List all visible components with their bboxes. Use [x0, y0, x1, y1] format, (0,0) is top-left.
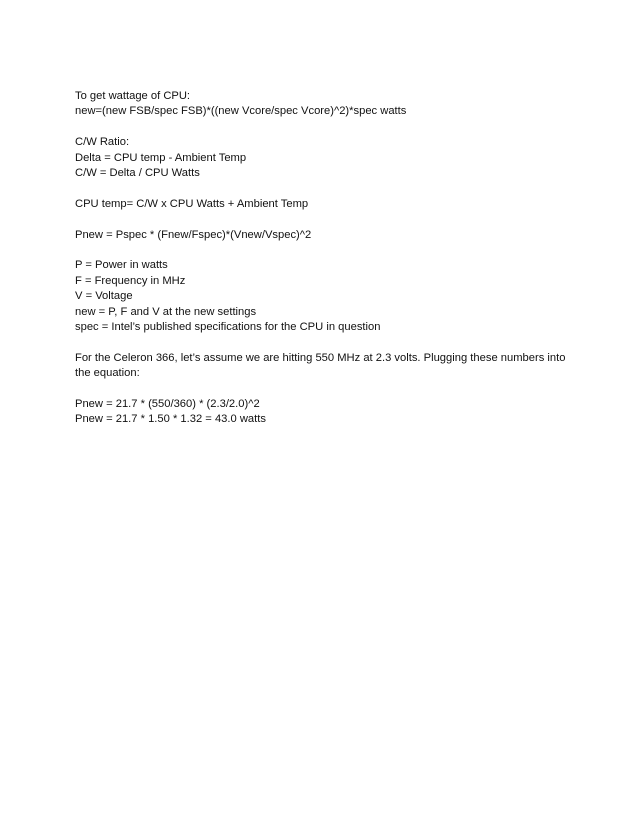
cpu-wattage-formula: new=(new FSB/spec FSB)*((new Vcore/spec Vcore)^2)*spec watts: [75, 105, 407, 118]
cw-formula: C/W = Delta / CPU Watts: [75, 167, 200, 180]
calculation-section: [75, 397, 567, 428]
definition-spec: spec = Intel’s published specifications for the CPU in question: [75, 321, 381, 334]
pnew-formula: Pnew = Pspec * (Fnew/Fspec)*(Vnew/Vspec)^2: [75, 228, 312, 241]
definition-new: new = P, F and V at the new settings: [75, 305, 257, 318]
definition-frequency: F = Frequency in MHz: [75, 274, 186, 287]
delta-formula: Delta = CPU temp - Ambient Temp: [75, 151, 247, 164]
calculation-step-1: Pnew = 21.7 * (550/360) * (2.3/2.0)^2: [75, 398, 260, 411]
cpu-temp-section: [75, 197, 567, 212]
document-body: [75, 89, 567, 443]
cpu-wattage-heading: To get wattage of CPU:: [75, 90, 191, 102]
definition-power: P = Power in watts: [75, 259, 168, 272]
cpu-wattage-section: [75, 89, 567, 120]
celeron-example-section: [75, 351, 567, 382]
celeron-example-text: For the Celeron 366, let’s assume we are hitting 550 MHz at 2.3 volts. Plugging these numbers into the equation:: [75, 351, 566, 380]
cpu-temp-formula: CPU temp= C/W x CPU Watts + Ambient Temp: [75, 197, 309, 210]
calculation-step-2: Pnew = 21.7 * 1.50 * 1.32 = 43.0 watts: [75, 413, 266, 426]
definition-voltage: V = Voltage: [75, 290, 133, 303]
cw-ratio-heading: C/W Ratio:: [75, 136, 130, 149]
pnew-section: [75, 228, 567, 243]
definitions-section: [75, 258, 567, 335]
cw-ratio-section: [75, 135, 567, 181]
